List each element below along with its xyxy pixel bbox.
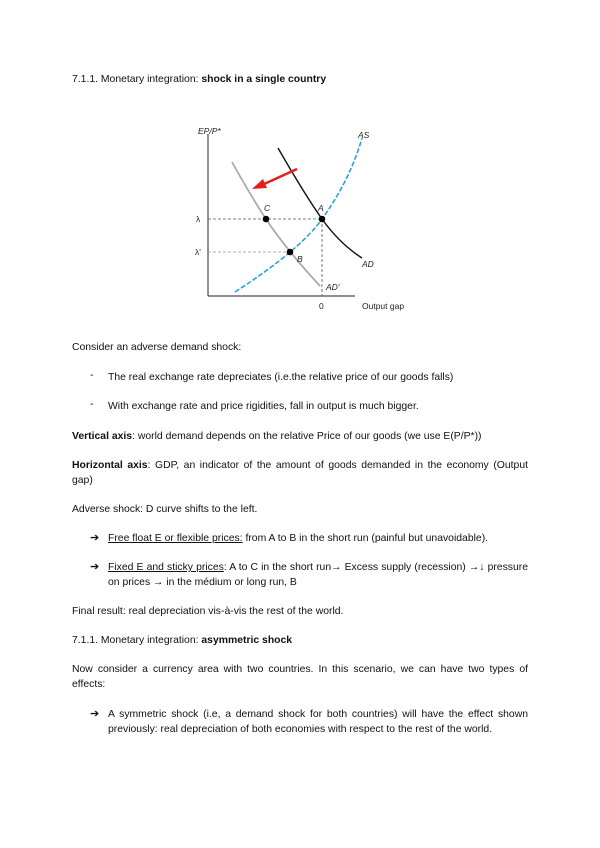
bullet-dash: - [90, 399, 94, 410]
heading-single-country: 7.1.1. Monetary integration: shock in a single country [72, 74, 327, 85]
symmetric-shock-item: A symmetric shock (i.e, a demand shock for both countries) will have the effect shown previously: real depreciation of both economies with respect to the rest of the world. [108, 709, 528, 735]
point-b-label: B [297, 254, 303, 264]
arrow-bullet-icon: ➔ [90, 708, 100, 720]
point-a [319, 216, 326, 223]
free-float-item: Free float E or flexible prices: from A to B in the short run (painful but unavoidable). [108, 533, 489, 544]
curve-ad-label: AD [362, 259, 374, 269]
point-b [287, 249, 294, 256]
final-result-paragraph: Final result: real depreciation vis-à-vis the rest of the world. [72, 606, 344, 617]
x-axis-label: Output gap [362, 301, 405, 311]
y-axis-label: EP/P* [198, 126, 221, 136]
curve-ad-prime-label: AD' [326, 282, 340, 292]
curve-as-label: AS [358, 130, 370, 140]
horizontal-axis-paragraph: Horizontal axis: GDP, an indicator of the amount of goods demanded in the economy (Output gap) [72, 460, 528, 486]
bullet-rigidities: With exchange rate and price rigidities, fall in output is much bigger. [108, 401, 419, 412]
arrow-bullet-icon: ➔ [90, 532, 100, 544]
heading-asymmetric-shock: 7.1.1. Monetary integration: asymmetric shock [72, 635, 293, 646]
point-a-label: A [318, 203, 324, 213]
consider-paragraph: Consider an adverse demand shock: [72, 342, 242, 353]
arrow-bullet-icon: ➔ [90, 561, 100, 573]
point-c-label: C [264, 203, 271, 213]
shift-arrow-line [262, 169, 297, 185]
bullet-dash: - [90, 370, 94, 381]
ad-prime-curve [232, 162, 320, 286]
shift-arrow-head [252, 179, 267, 189]
lambda-prime-label: λ' [195, 247, 201, 257]
lambda-label: λ [196, 214, 201, 224]
currency-area-paragraph: Now consider a currency area with two countries. In this scenario, we can have two types of effects: [72, 664, 528, 690]
point-c [263, 216, 270, 223]
vertical-axis-paragraph: Vertical axis: world demand depends on the relative Price of our goods (we use E(P/P*)) [72, 431, 482, 442]
monetary-shock-diagram [190, 120, 430, 320]
as-curve [235, 138, 362, 292]
zero-label: 0 [319, 301, 324, 311]
adverse-shock-paragraph: Adverse shock: D curve shifts to the left. [72, 504, 258, 515]
bullet-depreciation: The real exchange rate depreciates (i.e.the relative price of our goods falls) [108, 372, 454, 383]
fixed-e-item: Fixed E and sticky prices: A to C in the short run→ Excess supply (recession) →↓ pressure on prices → in the médium or long run, B [108, 562, 528, 588]
